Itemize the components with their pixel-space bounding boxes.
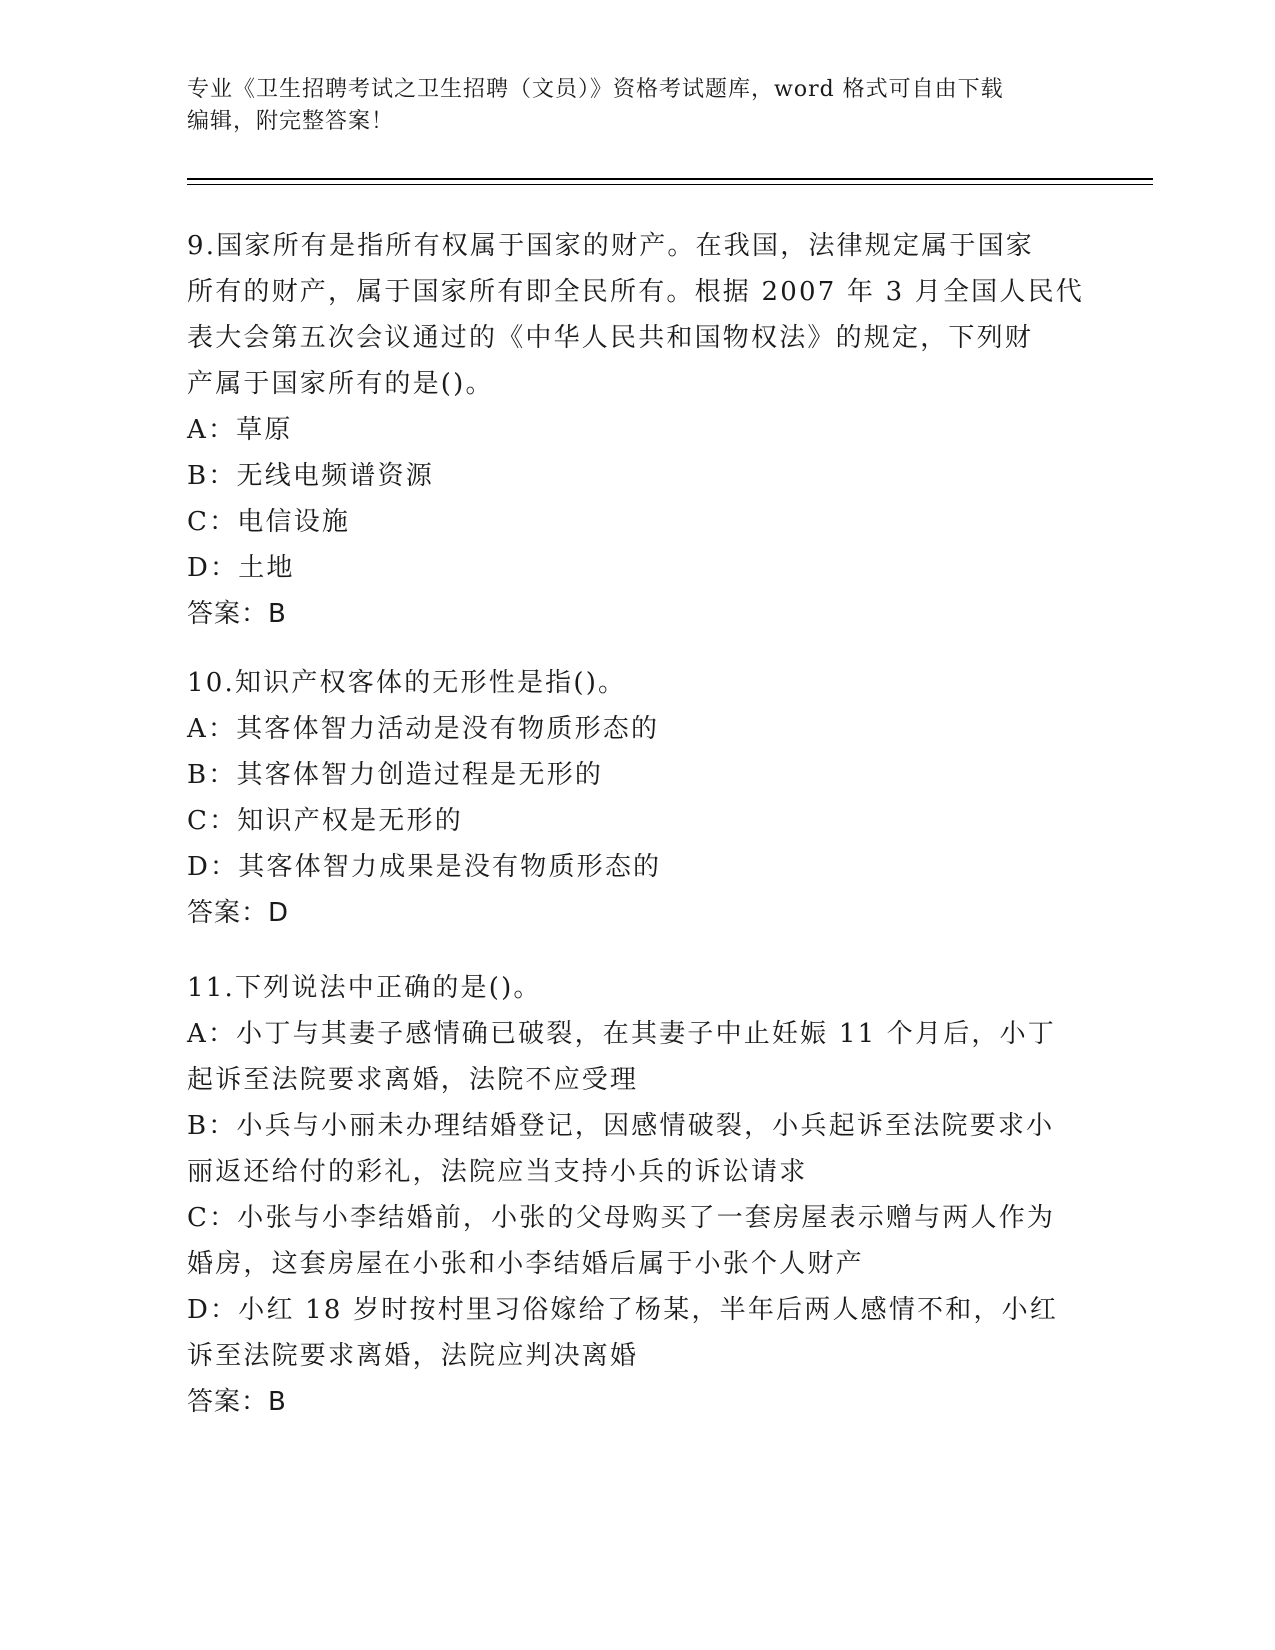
option-b: [187, 752, 1087, 798]
option-a: [187, 706, 1087, 752]
answer: 答案：B: [187, 599, 287, 629]
option-line: B：无线电频谱资源: [187, 461, 434, 491]
option-line: D：其客体智力成果是没有物质形态的: [187, 852, 662, 882]
option-b: [187, 1103, 1087, 1195]
option-line: C：小张与小李结婚前，小张的父母购买了一套房屋表示赠与两人作为: [187, 1203, 1056, 1233]
stem-line: 9.国家所有是指所有权属于国家的财产。在我国，法律规定属于国家: [187, 231, 1035, 261]
option-line: D：土地: [187, 553, 295, 583]
header-divider-thick: [187, 178, 1153, 180]
option-line: B：其客体智力创造过程是无形的: [187, 760, 604, 790]
question-stem: [187, 223, 1087, 407]
document-header: [187, 74, 1087, 138]
option-line: 婚房，这套房屋在小张和小李结婚后属于小张个人财产: [187, 1249, 864, 1279]
question-11: [187, 965, 1087, 1425]
option-d: [187, 844, 1087, 890]
stem-line: 表大会第五次会议通过的《中华人民共和国物权法》的规定，下列财: [187, 323, 1034, 353]
stem-line: 产属于国家所有的是()。: [187, 369, 494, 399]
option-line: 丽返还给付的彩礼，法院应当支持小兵的诉讼请求: [187, 1157, 808, 1187]
option-line: A：草原: [187, 415, 293, 445]
answer: 答案：D: [187, 898, 290, 928]
option-line: A：小丁与其妻子感情确已破裂，在其妻子中止妊娠 11 个月后，小丁: [187, 1019, 1056, 1049]
option-line: A：其客体智力活动是没有物质形态的: [187, 714, 660, 744]
stem-line: 所有的财产，属于国家所有即全民所有。根据 2007 年 3 月全国人民代: [187, 277, 1084, 307]
option-c: [187, 499, 1087, 545]
stem-line: 11.下列说法中正确的是()。: [187, 973, 542, 1003]
option-a: [187, 1011, 1087, 1103]
option-a: [187, 407, 1087, 453]
option-d: [187, 545, 1087, 591]
option-b: [187, 453, 1087, 499]
header-line-1: 专业《卫生招聘考试之卫生招聘（文员）》资格考试题库，word 格式可自由下载: [187, 77, 1004, 102]
question-stem: [187, 660, 1087, 706]
option-line: C：知识产权是无形的: [187, 806, 463, 836]
option-line: 起诉至法院要求离婚，法院不应受理: [187, 1065, 639, 1095]
option-c: [187, 1195, 1087, 1287]
question-stem: [187, 965, 1087, 1011]
option-d: [187, 1287, 1087, 1379]
question-9: [187, 223, 1087, 637]
answer: 答案：B: [187, 1387, 287, 1417]
header-divider-thin: [187, 184, 1153, 185]
option-line: 诉至法院要求离婚，法院应判决离婚: [187, 1341, 639, 1371]
option-c: [187, 798, 1087, 844]
question-10: [187, 660, 1087, 936]
header-line-2: 编辑，附完整答案！: [187, 109, 395, 134]
stem-line: 10.知识产权客体的无形性是指()。: [187, 668, 627, 698]
option-line: B：小兵与小丽未办理结婚登记，因感情破裂，小兵起诉至法院要求小: [187, 1111, 1055, 1141]
option-line: D：小红 18 岁时按村里习俗嫁给了杨某，半年后两人感情不和，小红: [187, 1295, 1059, 1325]
option-line: C：电信设施: [187, 507, 351, 537]
